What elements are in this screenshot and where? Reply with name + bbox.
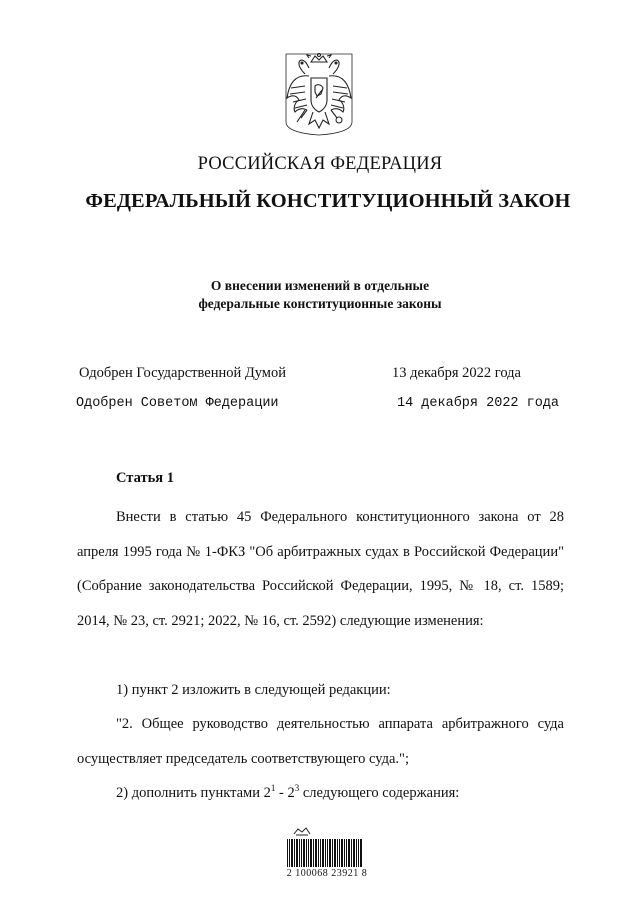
- article-paragraph: Внести в статью 45 Федерального конституционного закона от 28 апреля 1995 года № 1-ФКЗ "Об арбитражных судах в Российской Федерации" (Собрание законодательства Российской Федерации, 1995, № 18, ст. 1589; 2014, № 23, ст. 2921; 2022, № 16, ст. 2592) следующие изменения:: [77, 509, 564, 629]
- document-barcode: [282, 826, 372, 886]
- double-headed-eagle-icon: [285, 52, 353, 136]
- barcode-number: 2 100068 23921 8: [286, 868, 368, 879]
- barcode-icon: [287, 839, 363, 867]
- barcode-mark-icon: [292, 826, 312, 836]
- federation-council-approval-date: 14 декабря 2022 года: [397, 396, 560, 411]
- federation-council-approval-label: Одобрен Советом Федерации: [76, 396, 279, 411]
- article-item-2: [77, 776, 564, 811]
- item-2-sup-2: 3: [294, 783, 300, 794]
- duma-approval-date: 13 декабря 2022 года: [392, 365, 521, 381]
- item-2-prefix: 2) дополнить пунктами 2: [116, 785, 271, 801]
- subject-line-2: федеральные конституционные законы: [198, 296, 442, 311]
- document-type-title: ФЕДЕРАЛЬНЫЙ КОНСТИТУЦИОННЫЙ ЗАКОН: [85, 190, 571, 212]
- duma-approval-label: Одобрен Государственной Думой: [79, 365, 286, 381]
- item-2-mid: - 2: [275, 785, 295, 801]
- subject-line-1: О внесении изменений в отдельные: [210, 278, 430, 293]
- law-subject-title: [0, 277, 640, 313]
- article-item-1-text: "2. Общее руководство деятельностью аппарата арбитражного суда осуществляет председатель соответствующего суда.";: [77, 716, 564, 767]
- item-2-suffix: следующего содержания:: [299, 785, 460, 801]
- article-title: Статья 1: [116, 470, 174, 486]
- article-item-1: 1) пункт 2 изложить в следующей редакции:: [116, 682, 391, 698]
- country-name: РОССИЙСКАЯ ФЕДЕРАЦИЯ: [197, 154, 443, 174]
- item-2-sup-1: 1: [270, 783, 276, 794]
